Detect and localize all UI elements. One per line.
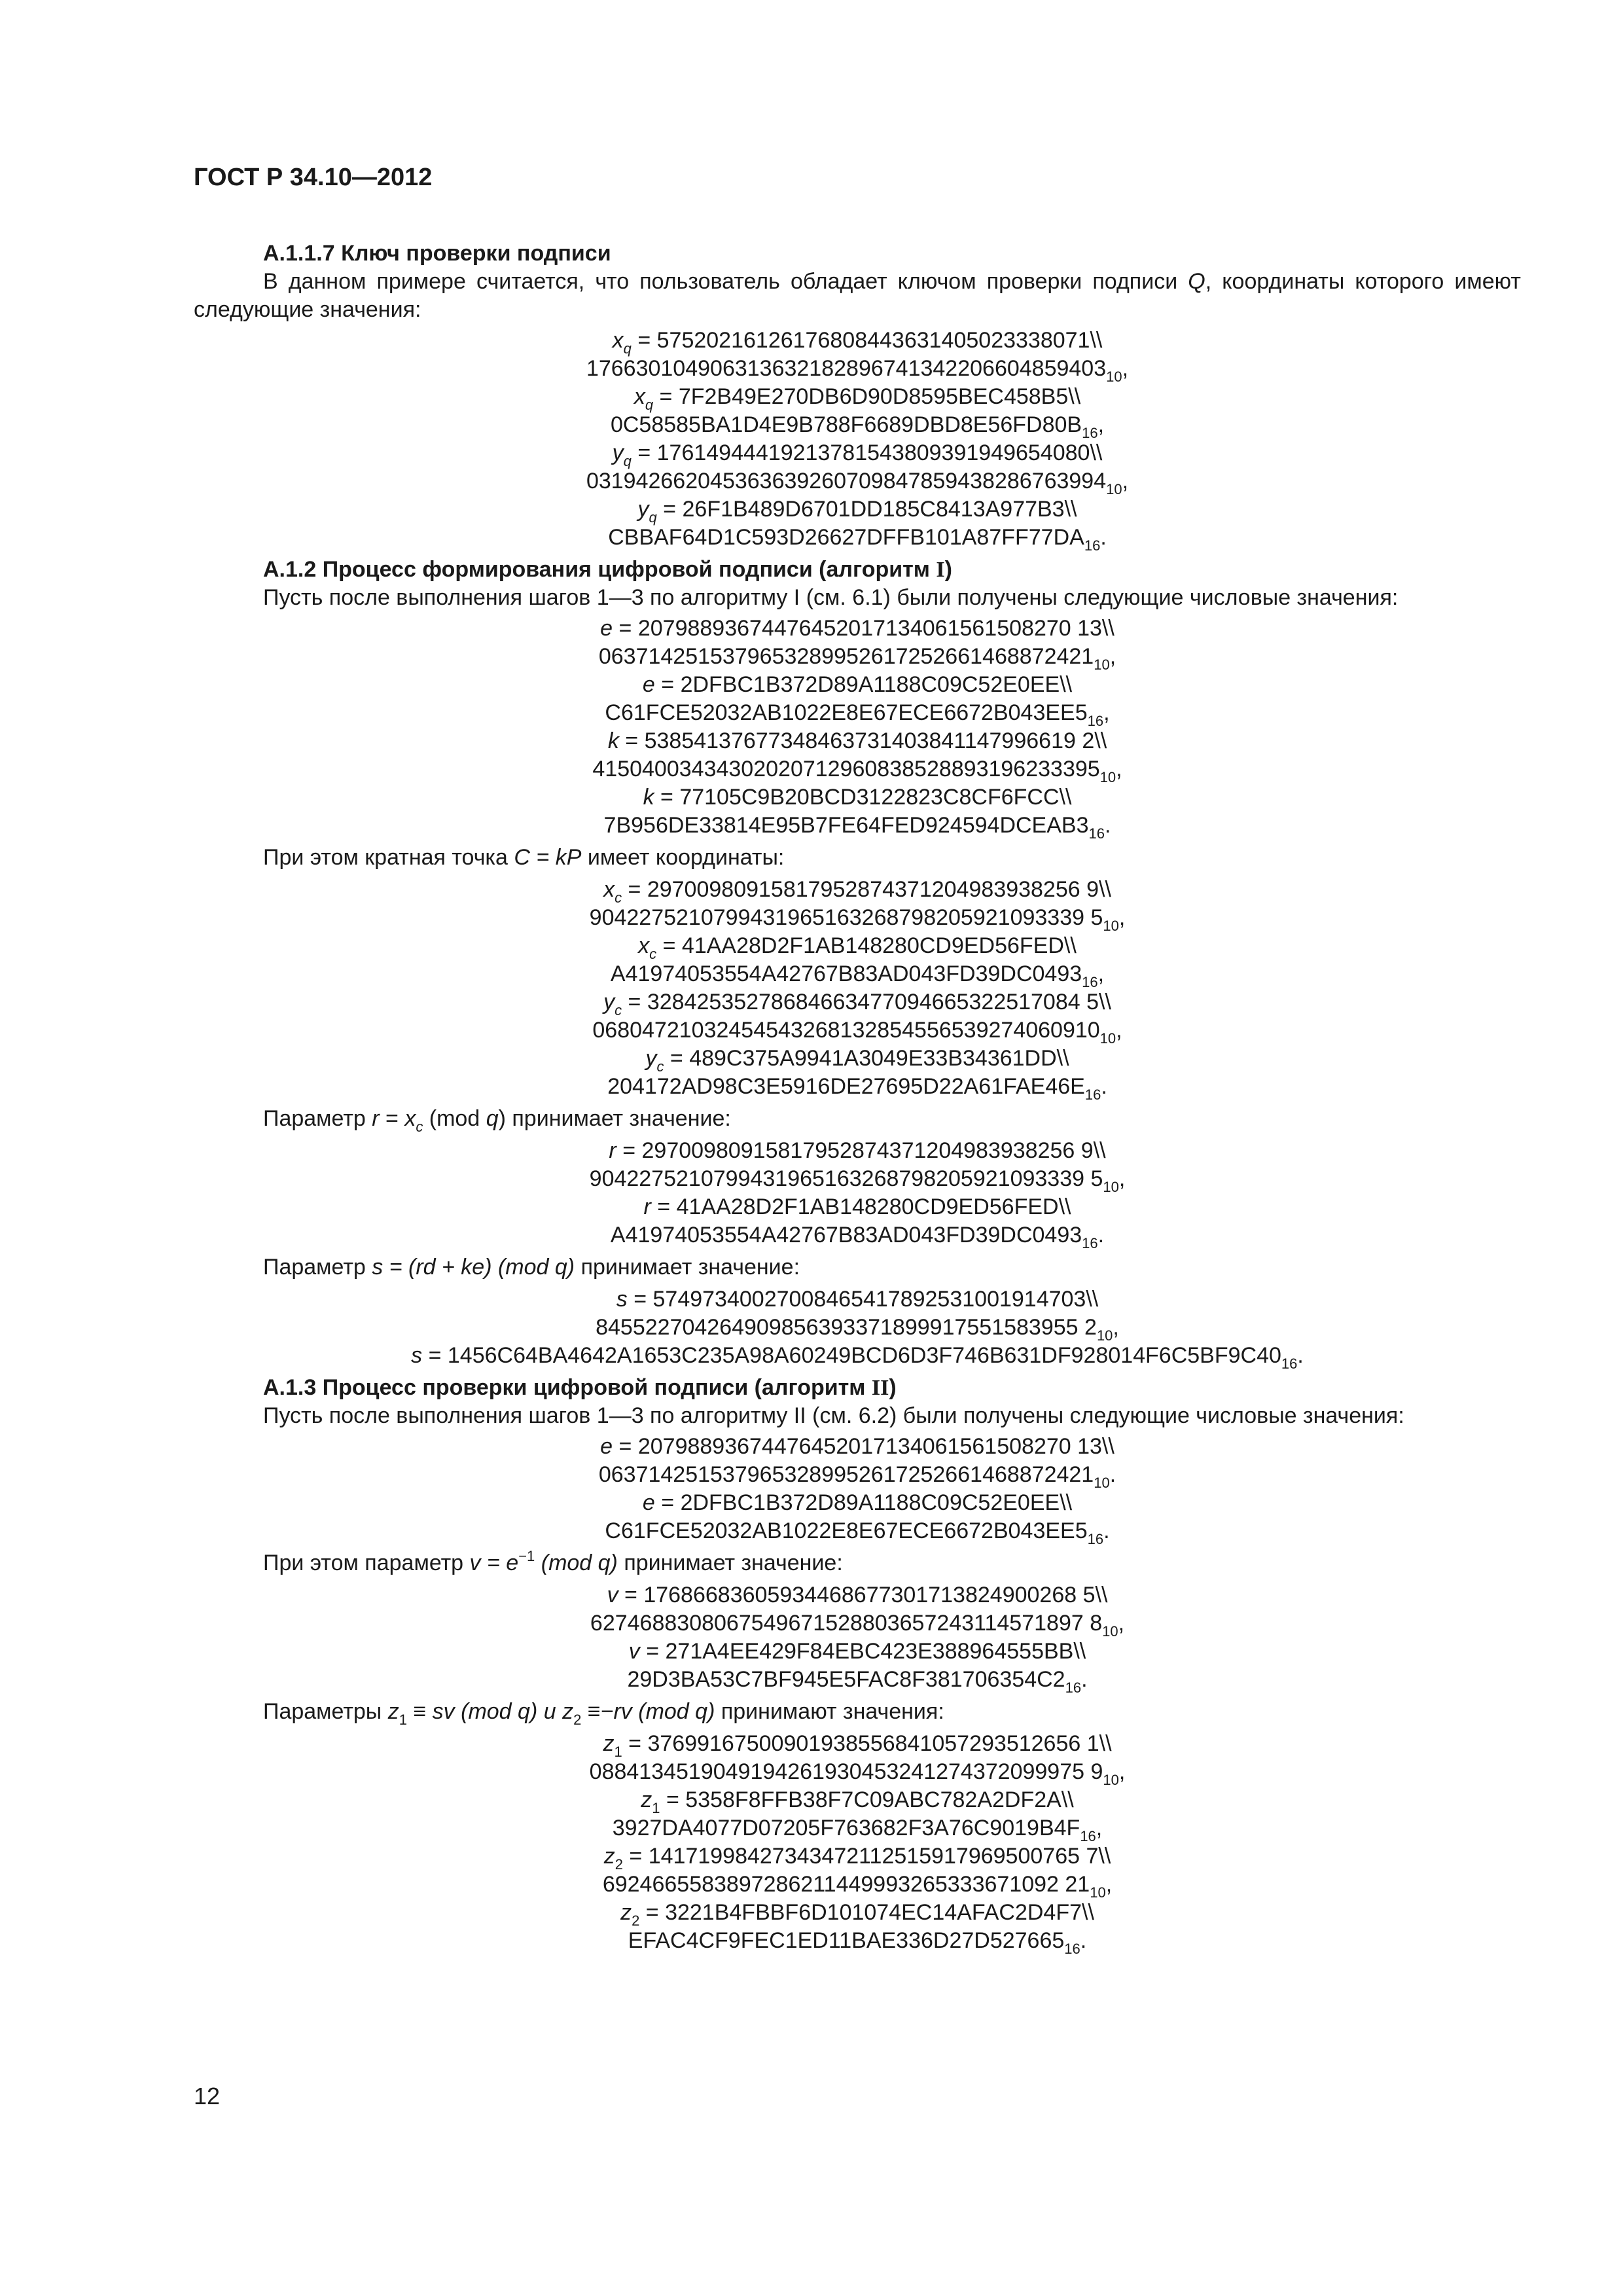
e-dec-2: 0637142515379653289952617252661468872421 xyxy=(598,644,1094,669)
formula-line: 9042275210799431965163268798205921093339 $5_{10}$, xyxy=(589,905,1126,934)
formula-line: $z_2$ = 3221B4FBBF6D101074EC14AFAC2D4F7\\ xyxy=(620,1900,1094,1929)
base-subscript: 10 xyxy=(1094,656,1110,673)
param-z-text xyxy=(263,1698,1521,1726)
formula-line: $z_1 = 37699167500901938556841057293512656$ 1\\ xyxy=(603,1731,1112,1760)
note-text: имеет координаты: xyxy=(581,845,785,870)
formula-line: e = 2DFBC1B372D89A1188C09C52E0EE\\ xyxy=(642,672,1073,697)
point-c-text xyxy=(263,844,1521,872)
z1-var: z xyxy=(387,1699,399,1724)
heading-text: А.1.3 Процесс проверки цифровой подписи (алгоритм xyxy=(263,1375,872,1400)
base-subscript: 16 xyxy=(1082,1235,1098,1251)
xc-var: x xyxy=(404,1106,416,1131)
formula-line: v = 17686683605934468677301713824900268 5\\ xyxy=(607,1583,1108,1607)
formula-line: $CBBAF64D1C593D26627DFFB101A87FF77DA_{16}$. xyxy=(608,525,1107,554)
v-hex-1: 271A4EE429F84EBC423E388964555BB\\ xyxy=(665,1639,1086,1664)
formula-line: $EFAC4CF9FEC1ED11BAE336D27D527665_{16}$. xyxy=(628,1928,1087,1957)
page-content xyxy=(194,236,1521,1959)
heading-text: ) xyxy=(889,1375,897,1400)
e-dec-2: 0637142515379653289952617252661468872421 xyxy=(598,1462,1094,1487)
formula-line: $x_q$ = 7F2B49E270DB6D90D8595BEC458B5\\ xyxy=(633,384,1081,413)
v-formula: v = e xyxy=(469,1551,519,1575)
s-formulas xyxy=(194,1285,1521,1370)
param-s-text xyxy=(263,1253,1521,1282)
s-dec-1: 57497340027008465417892531001914703\\ xyxy=(652,1287,1099,1312)
formula-line: $204172AD98C3E5916DE27695D22A61FAE46E_{16}$. xyxy=(607,1074,1107,1103)
z1-dec-1: 37699167500901938556841057293512656 1\\ xyxy=(647,1731,1112,1756)
r-formulas xyxy=(194,1137,1521,1249)
formula-line: 0884134519049194261930453241274372099975 $9_{10}$, xyxy=(589,1759,1126,1788)
formula-line: $x_c = 29700980915817952874371204983938256$ 9\\ xyxy=(603,877,1111,906)
document-header: ГОСТ Р 34.10—2012 xyxy=(194,164,433,191)
yq-dec-1: 17614944419213781543809391949654080\\ xyxy=(656,440,1103,465)
formula-line: $A41974053554A42767B83AD043FD39DC0493_{16}$, xyxy=(610,961,1105,990)
z1-dec-2: 0884134519049194261930453241274372099975 9 xyxy=(589,1759,1103,1784)
heading-text: ) xyxy=(944,557,952,582)
formula-line: s = 57497340027008465417892531001914703\\ xyxy=(616,1287,1099,1312)
intro-var: Q xyxy=(1188,269,1205,294)
s-hex: 1456C64BA4642A1653C235A98A60249BCD6D3F746B631DF928014F6C5BF9C40 xyxy=(447,1343,1281,1368)
note-text: (mod xyxy=(423,1106,486,1131)
intro-a13: Пусть после выполнения шагов 1—3 по алгоритму II (см. 6.2) были получены следующие числовые значения: xyxy=(263,1403,1404,1428)
base-subscript: 16 xyxy=(1084,537,1101,554)
v-mod: (mod q) xyxy=(535,1551,618,1575)
yc-dec-2: 06804721032454543268132854556539274060910 xyxy=(592,1018,1100,1043)
intro-text: , координаты которого имеют следующие значения: xyxy=(194,269,1521,322)
r-dec-2: 9042275210799431965163268798205921093339 5 xyxy=(589,1166,1103,1191)
r-hex-2: A41974053554A42767B83AD043FD39DC0493 xyxy=(610,1223,1082,1247)
note-text: Параметр xyxy=(263,1255,372,1280)
z2-hex-2: EFAC4CF9FEC1ED11BAE336D27D527665 xyxy=(628,1928,1065,1953)
xc-sub: c xyxy=(416,1119,423,1135)
formula-line: $s = 1456C64BA4642A1653C235A98A60249BCD6D3F746B631DF928014F6C5BF9C40_{16}$. xyxy=(411,1343,1304,1372)
e-hex-1: 2DFBC1B372D89A1188C09C52E0EE\\ xyxy=(680,1490,1073,1515)
e-hex-2: C61FCE52032AB1022E8E67ECE6672B043EE5 xyxy=(605,700,1088,725)
note-text: При этом кратная точка xyxy=(263,845,514,870)
base-subscript: 16 xyxy=(1080,1828,1096,1844)
base-subscript: 10 xyxy=(1103,1772,1119,1788)
formula-line: $y_c$ = 489C375A9941A3049E33B34361DD\\ xyxy=(645,1046,1069,1075)
formula-line: $A41974053554A42767B83AD043FD39DC0493_{16}$. xyxy=(610,1223,1105,1251)
formula-line: 6274688308067549671528803657243114571897 $8_{10}$, xyxy=(590,1611,1125,1640)
yq-hex-2: CBBAF64D1C593D26627DFFB101A87FF77DA xyxy=(608,525,1084,550)
param-v-text xyxy=(263,1549,1521,1577)
xq-hex-2: 0C58585BA1D4E9B788F6689DBD8E56FD80B xyxy=(610,412,1082,437)
v-hex-2: 29D3BA53C7BF945E5FAC8F381706354C2 xyxy=(627,1667,1065,1692)
z1-sub: 1 xyxy=(399,1712,407,1728)
base-subscript: 10 xyxy=(1096,1327,1113,1344)
note-text: ) принимает значение: xyxy=(498,1106,731,1131)
base-subscript: 16 xyxy=(1084,1086,1101,1103)
param-r-text xyxy=(263,1105,1521,1133)
r-var: r xyxy=(372,1106,380,1131)
note-text: принимают значения: xyxy=(715,1699,944,1724)
yq-hex-1: 26F1B489D6701DD185C8413A977B3\\ xyxy=(682,497,1077,522)
formula-line: $29D3BA53C7BF945E5FAC8F381706354C2_{16}$. xyxy=(627,1667,1088,1696)
formula-line: $x_q$ = 57520216126176808443631405023338071\\ xyxy=(612,328,1103,357)
z-formulas xyxy=(194,1730,1521,1955)
note-text: принимает значение: xyxy=(575,1255,800,1280)
r-dec-1: 29700980915817952874371204983938256 9\\ xyxy=(641,1138,1106,1163)
base-subscript: 10 xyxy=(1090,1884,1106,1901)
base-subscript: 10 xyxy=(1106,368,1122,385)
formula-line: $0637142515379653289952617252661468872421_{10}$. xyxy=(598,1462,1116,1491)
base-subscript: 16 xyxy=(1064,1941,1080,1957)
formula-line: 845522704264909856393371899917551583955 $2_{10}$, xyxy=(596,1315,1119,1344)
note-text: принимает значение: xyxy=(617,1551,843,1575)
xq-dec-1: 57520216126176808443631405023338071\\ xyxy=(656,328,1103,353)
base-subscript: 16 xyxy=(1087,1531,1104,1547)
xq-hex-1: 7F2B49E270DB6D90D8595BEC458B5\\ xyxy=(678,384,1081,409)
v-formulas xyxy=(194,1581,1521,1694)
note-text: Параметры xyxy=(263,1699,388,1724)
z2-dec-1: 14171998427343472112515917969500765 7\\ xyxy=(648,1844,1111,1869)
z1-formula: ≡ sv (mod q) и xyxy=(406,1699,563,1724)
formula-line: e = 20798893674476452017134061561508270 13\\ xyxy=(600,1434,1115,1459)
xc-dec-2: 9042275210799431965163268798205921093339 5 xyxy=(589,905,1103,930)
formula-line: $y_q$ = 17614944419213781543809391949654080\\ xyxy=(612,440,1103,469)
xc-dec-1: 29700980915817952874371204983938256 9\\ xyxy=(647,877,1111,902)
formula-line: $06804721032454543268132854556539274060910_{10}$, xyxy=(592,1018,1122,1047)
xq-dec-2: 176630104906313632182896741342206604859403 xyxy=(586,356,1107,381)
formula-line: $0C58585BA1D4E9B788F6689DBD8E56FD80B_{16}$, xyxy=(610,412,1105,441)
yc-hex-2: 204172AD98C3E5916DE27695D22A61FAE46E xyxy=(607,1074,1085,1099)
formula-line: r = 29700980915817952874371204983938256 9\\ xyxy=(609,1138,1106,1163)
note-text: = xyxy=(379,1106,405,1131)
formula-line: $y_c = 32842535278684663477094665322517084$ 5\\ xyxy=(603,990,1111,1018)
k-hex-2: 7B956DE33814E95B7FE64FED924594DCEAB3 xyxy=(603,813,1089,838)
base-subscript: 16 xyxy=(1082,425,1098,441)
formula-line: $z_2 = 14171998427343472112515917969500765$ 7\\ xyxy=(603,1844,1111,1873)
formula-line: $z_1$ = 5358F8FFB38F7C09ABC782A2DF2A\\ xyxy=(641,1787,1074,1816)
s-dec-2: 845522704264909856393371899917551583955 2 xyxy=(596,1315,1097,1340)
base-subscript: 16 xyxy=(1088,825,1105,842)
s-formula: s = (rd + ke) (mod q) xyxy=(372,1255,575,1280)
heading-roman: I xyxy=(936,558,945,582)
e-dec-1: 20798893674476452017134061561508270 13\\ xyxy=(637,1434,1115,1459)
base-subscript: 10 xyxy=(1099,769,1116,785)
heading-roman: II xyxy=(871,1376,889,1400)
base-subscript: 10 xyxy=(1094,1475,1110,1491)
heading-text: А.1.2 Процесс формирования цифровой подписи (алгоритм xyxy=(263,557,936,582)
formula-line: 6924665583897286211449993265333671092 $21_{10}$, xyxy=(602,1872,1113,1901)
note-text: Параметр xyxy=(263,1106,372,1131)
q-var: q xyxy=(486,1106,499,1131)
formula-line: $0637142515379653289952617252661468872421_{10}$, xyxy=(598,644,1116,673)
formula-line: $x_c$ = 41AA28D2F1AB148280CD9ED56FED\\ xyxy=(638,933,1077,962)
v-exponent: −1 xyxy=(518,1548,535,1564)
r-hex-1: 41AA28D2F1AB148280CD9ED56FED\\ xyxy=(676,1194,1071,1219)
e-dec-1: 20798893674476452017134061561508270 13\\ xyxy=(637,616,1115,641)
formula-line: $031942662045363639260709847859438286763994_{10}$, xyxy=(586,469,1129,497)
base-subscript: 10 xyxy=(1106,481,1122,497)
z2-var: z xyxy=(562,1699,574,1724)
intro-text: В данном примере считается, что пользователь обладает ключом проверки подписи xyxy=(263,269,1188,294)
xc-yc-formulas xyxy=(194,876,1521,1101)
v-dec-1: 17686683605934468677301713824900268 5\\ xyxy=(643,1583,1108,1607)
yq-dec-2: 031942662045363639260709847859438286763994 xyxy=(586,469,1107,493)
heading-a12 xyxy=(263,556,1521,584)
z2-hex-1: 3221B4FBBF6D101074EC14AFAC2D4F7\\ xyxy=(665,1900,1094,1925)
z2-formula: ≡−rv (mod q) xyxy=(581,1699,715,1724)
base-subscript: 10 xyxy=(1103,918,1119,934)
formula-line: $y_q$ = 26F1B489D6701DD185C8413A977B3\\ xyxy=(637,497,1077,526)
heading-a13 xyxy=(263,1374,1521,1402)
formula-line: e = 2DFBC1B372D89A1188C09C52E0EE\\ xyxy=(642,1490,1073,1515)
xc-hex-2: A41974053554A42767B83AD043FD39DC0493 xyxy=(610,961,1082,986)
intro-a117 xyxy=(194,268,1521,324)
xc-hex-1: 41AA28D2F1AB148280CD9ED56FED\\ xyxy=(681,933,1077,958)
k-hex-1: 77105C9B20BCD3122823C8CF6FCC\\ xyxy=(679,785,1072,810)
formula-line: k = 77105C9B20BCD3122823C8CF6FCC\\ xyxy=(643,785,1072,810)
formula-line: $C61FCE52032AB1022E8E67ECE6672B043EE5_{16}$, xyxy=(605,700,1110,729)
base-subscript: 16 xyxy=(1065,1679,1082,1696)
formula-line: e = 20798893674476452017134061561508270 13\\ xyxy=(600,616,1115,641)
heading-a117: А.1.1.7 Ключ проверки подписи xyxy=(263,241,611,266)
z2-dec-2: 6924665583897286211449993265333671092 21 xyxy=(602,1872,1090,1897)
formula-line: $7B956DE33814E95B7FE64FED924594DCEAB3_{16}$. xyxy=(603,813,1111,842)
yc-hex-1: 489C375A9941A3049E33B34361DD\\ xyxy=(689,1046,1069,1071)
base-subscript: 10 xyxy=(1102,1623,1118,1640)
k-dec-2: 41504003434302020712960838528893196233395 xyxy=(592,757,1100,781)
xq-yq-formulas xyxy=(194,327,1521,552)
formula-line: v = 271A4EE429F84EBC423E388964555BB\\ xyxy=(628,1639,1086,1664)
base-subscript: 16 xyxy=(1082,974,1098,990)
e-hex-2: C61FCE52032AB1022E8E67ECE6672B043EE5 xyxy=(605,1518,1088,1543)
z2-sub: 2 xyxy=(573,1712,582,1728)
formula-line: k = 53854137677348463731403841147996619 2\\ xyxy=(607,728,1107,753)
formula-line: $176630104906313632182896741342206604859403_{10}$, xyxy=(586,356,1129,385)
point-c-formula: C = kP xyxy=(514,845,582,870)
z1-hex-1: 5358F8FFB38F7C09ABC782A2DF2A\\ xyxy=(685,1787,1074,1812)
e-hex-1: 2DFBC1B372D89A1188C09C52E0EE\\ xyxy=(680,672,1073,697)
e-formulas-verify xyxy=(194,1433,1521,1545)
base-subscript: 10 xyxy=(1099,1030,1116,1047)
intro-a12: Пусть после выполнения шагов 1—3 по алгоритму I (см. 6.1) были получены следующие числовые значения: xyxy=(263,585,1399,610)
k-dec-1: 53854137677348463731403841147996619 2\\ xyxy=(644,728,1107,753)
page-number: 12 xyxy=(194,2083,221,2109)
base-subscript: 10 xyxy=(1103,1179,1119,1195)
v-dec-2: 6274688308067549671528803657243114571897 8 xyxy=(590,1611,1103,1636)
z1-hex-2: 3927DA4077D07205F763682F3A76C9019B4F xyxy=(612,1816,1080,1840)
note-text: При этом параметр xyxy=(263,1551,470,1575)
e-k-formulas xyxy=(194,615,1521,840)
formula-line: $41504003434302020712960838528893196233395_{10}$, xyxy=(592,757,1122,785)
formula-line: $C61FCE52032AB1022E8E67ECE6672B043EE5_{16}$. xyxy=(605,1518,1110,1547)
base-subscript: 16 xyxy=(1087,713,1104,729)
base-subscript: 16 xyxy=(1281,1355,1298,1372)
yc-dec-1: 32842535278684663477094665322517084 5\\ xyxy=(647,990,1111,1014)
formula-line: r = 41AA28D2F1AB148280CD9ED56FED\\ xyxy=(643,1194,1071,1219)
formula-line: $3927DA4077D07205F763682F3A76C9019B4F_{16}$, xyxy=(612,1816,1103,1844)
formula-line: 9042275210799431965163268798205921093339 $5_{10}$, xyxy=(589,1166,1126,1195)
